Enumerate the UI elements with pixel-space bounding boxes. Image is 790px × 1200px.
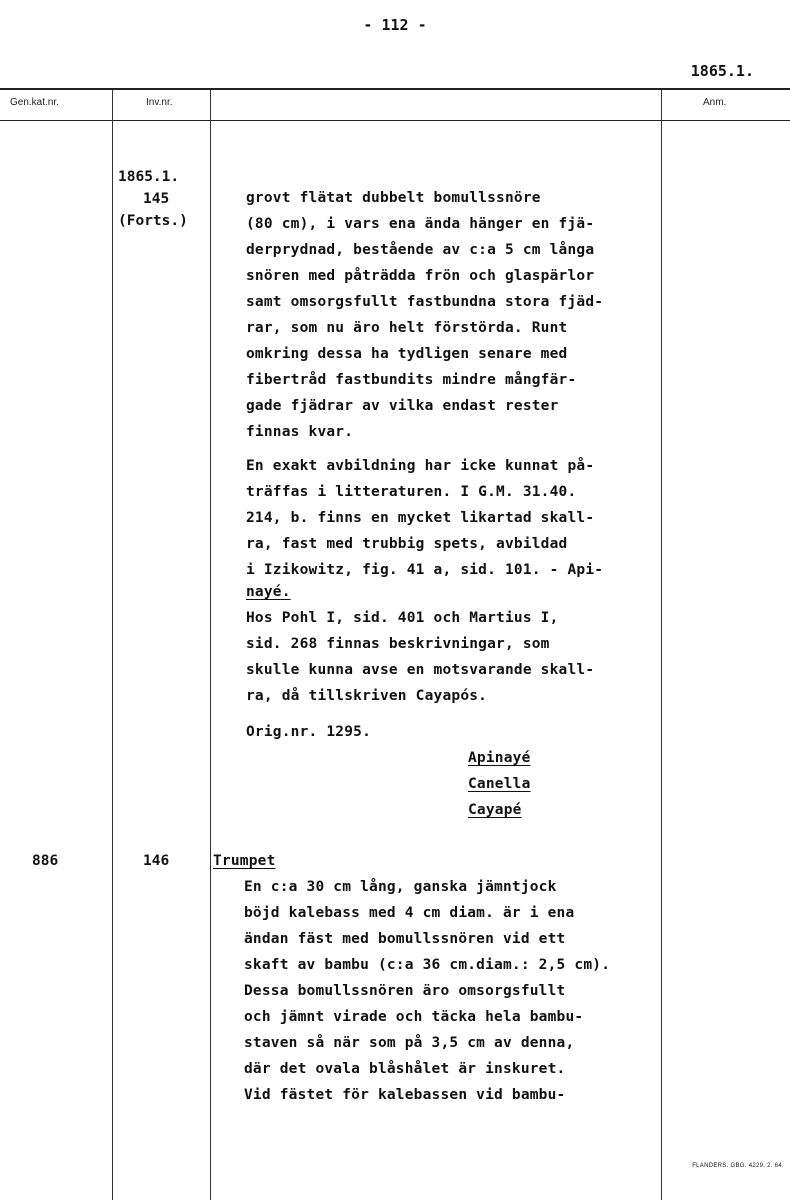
text-line: ra, fast med trubbig spets, avbildad <box>246 536 568 552</box>
text-line: grovt flätat dubbelt bomullssnöre <box>246 190 541 206</box>
column-divider-1 <box>112 90 113 1200</box>
entry-146-genkat: 886 <box>32 853 59 869</box>
text-line: fibertråd fastbundits mindre mångfär- <box>246 372 577 388</box>
text-line: ändan fäst med bomullssnören vid ett <box>244 931 566 947</box>
text-line: samt omsorgsfullt fastbundna stora fjäd- <box>246 294 604 310</box>
text-line: i Izikowitz, fig. 41 a, sid. 101. - Api- <box>246 562 604 578</box>
column-header-inv: Inv.nr. <box>146 97 173 108</box>
text-line: Vid fästet för kalebassen vid bambu- <box>244 1087 566 1103</box>
text-line: 214, b. finns en mycket likartad skall- <box>246 510 595 526</box>
page-number: - 112 - <box>363 16 427 34</box>
text-line: där det ovala blåshålet är inskuret. <box>244 1061 566 1077</box>
tribe-name: Cayapé <box>468 802 522 818</box>
tribe-name: Canella <box>468 776 531 792</box>
header-bottom-rule <box>0 120 790 121</box>
text-line: (80 cm), i vars ena ända hänger en fjä- <box>246 216 595 232</box>
text-line: skulle kunna avse en motsvarande skall- <box>246 662 595 678</box>
entry-146-inv: 146 <box>143 853 170 869</box>
text-line: Dessa bomullssnören äro omsorgsfullt <box>244 983 566 999</box>
text-line: ra, då tillskriven Cayapós. <box>246 688 488 704</box>
catalog-reference: 1865.1. <box>690 62 754 80</box>
text-line: En c:a 30 cm lång, ganska jämntjock <box>244 879 557 895</box>
text-line: snören med påträdda frön och glaspärlor <box>246 268 595 284</box>
text-line: träffas i litteraturen. I G.M. 31.40. <box>246 484 577 500</box>
header-top-rule <box>0 88 790 90</box>
text-line: staven så när som på 3,5 cm av denna, <box>244 1035 575 1051</box>
text-line: rar, som nu äro helt förstörda. Runt <box>246 320 568 336</box>
column-header-anm: Anm. <box>703 97 727 108</box>
column-divider-2 <box>210 90 211 1200</box>
text-line: nayé. <box>246 584 291 600</box>
text-line: sid. 268 finnas beskrivningar, som <box>246 636 550 652</box>
entry-145-forts: (Forts.) <box>118 213 188 229</box>
text-line: och jämnt virade och täcka hela bambu- <box>244 1009 584 1025</box>
text-line: omkring dessa ha tydligen senare med <box>246 346 568 362</box>
column-divider-3 <box>661 90 662 1200</box>
printer-footer: FLANDERS. GBG. 4229. 2. 64. <box>692 1163 784 1169</box>
text-line: derprydnad, bestående av c:a 5 cm långa <box>246 242 595 258</box>
original-number: Orig.nr. 1295. <box>246 724 372 740</box>
tribe-name: Apinayé <box>468 750 531 766</box>
text-line: skaft av bambu (c:a 36 cm.diam.: 2,5 cm). <box>244 957 611 973</box>
entry-145-ref: 1865.1. <box>118 169 180 185</box>
column-header-genkat: Gen.kat.nr. <box>10 97 59 108</box>
text-line: gade fjädrar av vilka endast rester <box>246 398 559 414</box>
text-line: böjd kalebass med 4 cm diam. är i ena <box>244 905 575 921</box>
text-line: Hos Pohl I, sid. 401 och Martius I, <box>246 610 559 626</box>
entry-145-inv: 145 <box>143 191 170 207</box>
text-line: En exakt avbildning har icke kunnat på- <box>246 458 595 474</box>
entry-146-title: Trumpet <box>213 853 276 869</box>
text-line: finnas kvar. <box>246 424 354 440</box>
